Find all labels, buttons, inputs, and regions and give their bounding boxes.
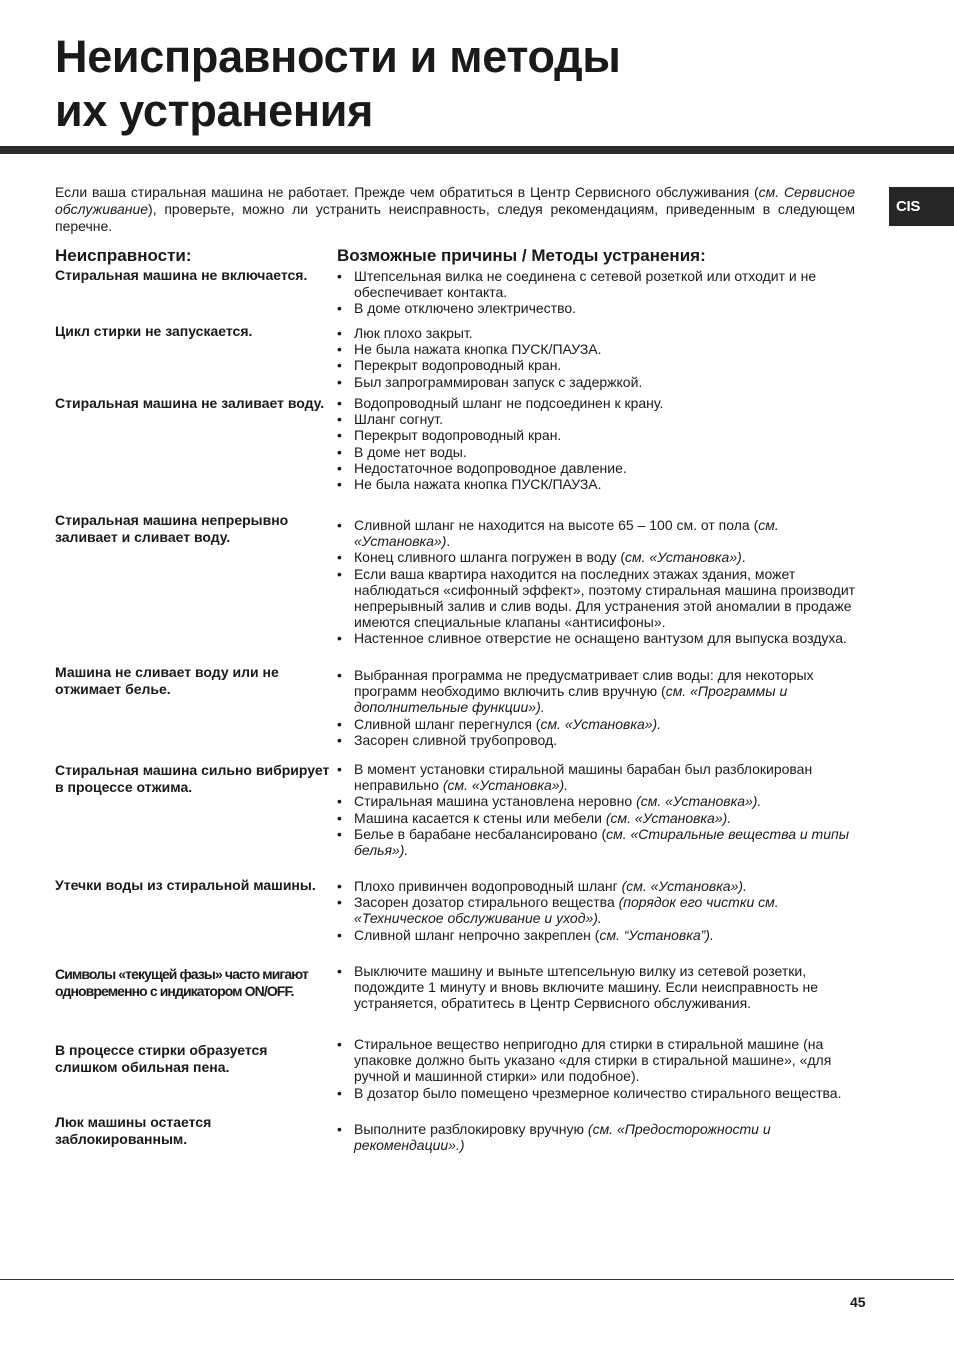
- body-text: Белье в барабане несбалансировано (: [354, 825, 607, 842]
- body-text: Сливной шланг непрочно закреплен (: [354, 926, 600, 943]
- cause-item: [336, 927, 872, 943]
- cause-list: [336, 517, 872, 647]
- body-text: Засорен дозатор стирального вещества: [354, 894, 619, 911]
- cause-list: [336, 667, 872, 748]
- cause-item: [336, 1121, 872, 1153]
- reference-text: см. “Установка”).: [599, 926, 714, 943]
- fault-label: Стиральная машина сильно вибрирует в процессе отжима.: [55, 762, 330, 795]
- body-text: Недостаточное водопроводное давление.: [354, 459, 627, 476]
- title-rule: [0, 146, 954, 154]
- cause-item: [336, 878, 872, 894]
- body-text: Люк плохо закрыт.: [354, 325, 473, 341]
- fault-label: Стиральная машина не включается.: [55, 267, 308, 283]
- fault-label: Утечки воды из стиральной машины.: [55, 877, 316, 893]
- cause-item: [336, 460, 872, 476]
- reference-text: см. «Установка»): [354, 517, 779, 550]
- reference-text: (см. «Установка»).: [442, 777, 569, 794]
- cause-item: [336, 1036, 872, 1085]
- body-text: В доме отключено электричество.: [354, 300, 577, 317]
- cause-item: [336, 761, 872, 793]
- body-text: Стиральная машина установлена неровно: [354, 793, 637, 810]
- cause-list: [336, 761, 872, 858]
- body-text: Если ваша стиральная машина не работает. Прежде чем обратиться в Центр Сервисного обслуживания (: [55, 184, 759, 200]
- cause-item: [336, 300, 872, 316]
- body-text: Выключите машину и выньте штепсельную вилку из сетевой розетки, подождите 1 минуту и вновь включите машину. Если неисправность не устраняется, обратитесь в Центр Сервисного обслуживания.: [354, 963, 819, 1012]
- cause-list: [336, 963, 872, 1012]
- body-text: Сливной шланг не находится на высоте 65 – 100 см. от пола (: [354, 517, 759, 533]
- cause-item: [336, 810, 872, 826]
- body-text: Стиральное вещество непригодно для стирки в стиральной машине (на упаковке должно быть указано «для стирки в стиральной машине», «для ручной и машинной стирки» или подобное).: [354, 1036, 832, 1085]
- fault-label: Цикл стирки не запускается.: [55, 323, 253, 339]
- cause-list: [336, 1121, 872, 1153]
- body-text: Водопроводный шланг не подсоединен к крану.: [354, 395, 664, 411]
- footer-rule: [0, 1279, 954, 1280]
- causes-column-header: Возможные причины / Методы устранения:: [337, 246, 706, 265]
- page-number: 45: [850, 1294, 866, 1310]
- cause-item: [336, 549, 872, 565]
- cause-item: [336, 630, 872, 646]
- body-text: Если ваша квартира находится на последних этажах здания, может наблюдаться «сифонный эффект», поэтому стиральная машина производит непрерывный залив и слив воды. Для устранения этой аномалии в продаже имеются специальные клапаны «антисифоны».: [354, 565, 856, 631]
- reference-text: (см. «Установка»).: [636, 793, 762, 810]
- cause-item: [336, 341, 872, 357]
- body-text: Не была нажата кнопка ПУСК/ПАУЗА.: [354, 476, 602, 493]
- body-text: Штепсельная вилка не соединена с сетевой розеткой или отходит и не обеспечивает контакта.: [354, 268, 817, 301]
- language-tab: CIS: [889, 187, 954, 226]
- cause-item: [336, 667, 872, 716]
- fault-label: Символы «текущей фазы» часто мигают одновременно с индикатором ON/OFF.: [55, 966, 308, 999]
- cause-list: [336, 268, 872, 317]
- cause-item: [336, 1085, 872, 1101]
- fault-label: Стиральная машина не заливает воду.: [55, 395, 325, 411]
- faults-column-header: Неисправности:: [55, 246, 192, 265]
- body-text: В доме нет воды.: [354, 443, 467, 460]
- cause-list: [336, 878, 872, 943]
- cause-item: [336, 444, 872, 460]
- cause-item: [336, 268, 872, 300]
- page-title-line-1: Неисправности и методы: [55, 31, 621, 82]
- cause-item: [336, 963, 872, 1012]
- body-text: Выбранная программа не предусматривает слив воды: для некоторых программ необходимо включить слив вручную (: [354, 667, 814, 700]
- reference-text: (см. «Установка»).: [605, 809, 732, 826]
- reference-text: см. «Установка»): [625, 549, 742, 566]
- intro-paragraph: [55, 184, 855, 235]
- reference-text: (см. «Установка»).: [621, 878, 747, 894]
- cause-item: [336, 793, 872, 809]
- body-text: Засорен сливной трубопровод.: [354, 731, 558, 748]
- cause-item: [336, 517, 872, 549]
- reference-text: см. «Стиральные вещества и типы белья»).: [354, 825, 850, 859]
- reference-text: (порядок его чистки см. «Техническое обслуживание и уход»).: [354, 894, 779, 927]
- cause-list: [336, 1036, 872, 1101]
- body-text: Плохо привинчен водопроводный шланг: [354, 878, 622, 894]
- body-text: .: [446, 533, 451, 550]
- body-text: Был запрограммирован запуск с задержкой.: [354, 373, 643, 390]
- body-text: Выполните разблокировку вручную: [354, 1121, 588, 1137]
- cause-item: [336, 357, 872, 373]
- reference-text: см. «Установка»).: [540, 715, 662, 732]
- cause-item: [336, 325, 872, 341]
- body-text: Машина касается к стены или мебели: [354, 809, 606, 826]
- cause-item: [336, 732, 872, 748]
- cause-list: [336, 395, 872, 492]
- cause-item: [336, 374, 872, 390]
- fault-label: В процессе стирки образуется слишком обильная пена.: [55, 1042, 268, 1075]
- body-text: Конец сливного шланга погружен в воду (: [354, 549, 626, 566]
- cause-list: [336, 325, 872, 390]
- reference-text: (см. «Предосторожности и рекомендации».): [354, 1121, 771, 1154]
- body-text: Не была нажата кнопка ПУСК/ПАУЗА.: [354, 341, 602, 358]
- cause-item: [336, 826, 872, 858]
- body-text: Настенное сливное отверстие не оснащено вантузом для выпуска воздуха.: [354, 630, 847, 647]
- fault-label: Люк машины остается заблокированным.: [55, 1114, 212, 1147]
- cause-item: [336, 894, 872, 926]
- body-text: ), проверьте, можно ли устранить неисправность, следуя рекомендациям, приведенным в следующем перечне.: [55, 201, 855, 234]
- cause-item: [336, 476, 872, 492]
- body-text: В момент установки стиральной машины барабан был разблокирован неправильно: [354, 761, 813, 794]
- reference-text: см. Сервисное обслуживание: [55, 184, 856, 217]
- cause-item: [336, 395, 872, 411]
- cause-item: [336, 427, 872, 443]
- reference-text: см. «Программы и дополнительные функции»).: [354, 683, 788, 716]
- body-text: Перекрыт водопроводный кран.: [354, 357, 562, 374]
- cause-item: [336, 566, 872, 631]
- body-text: Шланг согнут.: [354, 411, 444, 428]
- body-text: .: [741, 549, 746, 566]
- page-title: [55, 30, 621, 138]
- fault-label: Машина не сливает воду или не отжимает белье.: [55, 664, 279, 697]
- cause-item: [336, 716, 872, 732]
- fault-label: Стиральная машина непрерывно заливает и сливает воду.: [55, 512, 289, 545]
- body-text: Перекрыт водопроводный кран.: [354, 427, 562, 444]
- body-text: В дозатор было помещено чрезмерное количество стирального вещества.: [354, 1084, 842, 1101]
- body-text: Сливной шланг перегнулся (: [354, 715, 541, 732]
- cause-item: [336, 411, 872, 427]
- page-title-line-2: их устранения: [55, 85, 374, 136]
